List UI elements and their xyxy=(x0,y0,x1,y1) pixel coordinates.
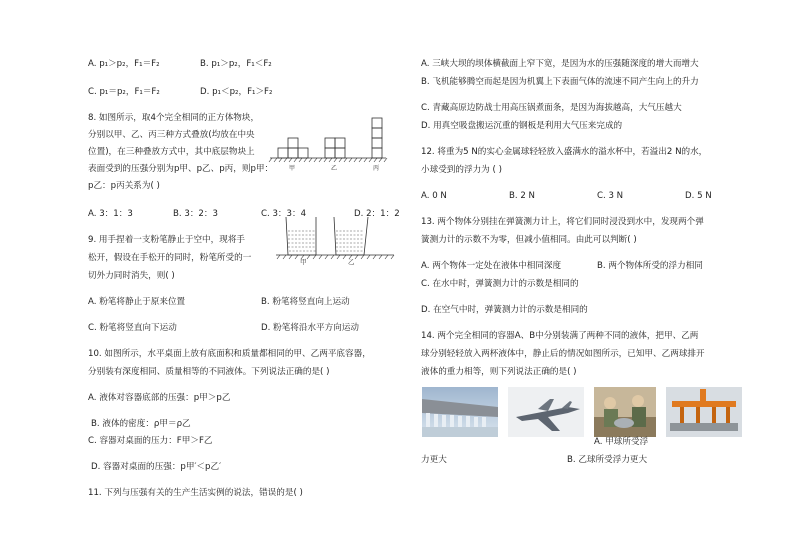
fighter-jet-photo xyxy=(508,387,584,437)
q8-stem-line-2: 分别以甲、乙、丙三种方式叠放(均放在中央 xyxy=(88,130,255,140)
q13-stem-line-2: 簧测力计的示数不为零，但减小值相同。由此可以判断( ) xyxy=(421,235,637,245)
q9-stem-line-1: 9. 用手捏着一支粉笔静止于空中，现将手 xyxy=(88,235,246,245)
q13-option-a: A. 两个物体一定处在液体中相同深度 xyxy=(421,261,562,271)
q8-option-d: D. 2：1：2 xyxy=(354,209,400,219)
q7-option-a: A. p₁＞p₂，F₁＝F₂ xyxy=(88,59,160,69)
q14-stem-line-2: 球分别轻轻放入两杯液体中，静止后的情况如图所示，已知甲、乙两球排开 xyxy=(421,349,705,359)
q13-option-b: B. 两个物体所受的浮力相同 xyxy=(597,261,703,271)
pressure-cooker-photo xyxy=(594,387,656,437)
q8-option-c: C. 3：3：4 xyxy=(261,209,307,219)
q8-stacked-cubes-figure xyxy=(268,112,388,174)
q8-label-yi: 乙 xyxy=(331,165,338,172)
q11-option-d: D. 用真空吸盘搬运沉重的钢板是利用大气压来完成的 xyxy=(421,121,623,131)
q11-option-c: C. 青藏高原边防战士用高压锅煮面条，是因为海拔越高，大气压越大 xyxy=(421,103,682,113)
q8-stem-line-1: 8. 如图所示，取4个完全相同的正方体物块， xyxy=(88,113,260,123)
q7-option-b: B. p₁＞p₂，F₁＜F₂ xyxy=(200,59,272,69)
q12-stem-line-2: 小球受到的浮力为 ( ) xyxy=(421,165,502,175)
q11-stem-line-1: 11. 下列与压强有关的生产生活实例的说法，错误的是( ) xyxy=(88,488,303,498)
dam-photo xyxy=(422,387,498,437)
q10-stem-line-1: 10. 如图所示，水平桌面上放有底面积和质量都相同的甲、乙两平底容器， xyxy=(88,349,371,359)
q10-option-c: C. 容器对桌面的压力：F甲＞F乙 xyxy=(88,436,213,446)
q11-option-a: A. 三峡大坝的坝体横截面上窄下宽，是因为水的压强随深度的增大而增大 xyxy=(421,59,699,69)
q14-option-b: B. 乙球所受浮力更大 xyxy=(567,455,648,465)
q11-option-b: B. 飞机能够腾空而起是因为机翼上下表面气体的流速不同产生向上的升力 xyxy=(421,77,699,87)
q8-label-bing: 丙 xyxy=(373,165,380,172)
q9-option-b: B. 粉笔将竖直向上运动 xyxy=(261,297,350,307)
vacuum-lifter-photo xyxy=(666,387,742,437)
q9-stem-line-2: 松开，假设在手松开的同时，粉笔所受的一 xyxy=(88,253,252,263)
q14-option-a-part-2: 力更大 xyxy=(421,455,447,465)
q7-option-d: D. p₁＜p₂，F₁＞F₂ xyxy=(200,87,273,97)
q9-containers-figure xyxy=(276,213,396,265)
q9-stem-line-3: 切外力同时消失，则( ) xyxy=(88,271,175,281)
q13-stem-line-1: 13. 两个物体分别挂在弹簧测力计上，将它们同时浸没到水中，发现两个弹 xyxy=(421,217,704,227)
q13-option-c: C. 在水中时，弹簧测力计的示数是相同的 xyxy=(421,279,579,289)
q9-label-jia: 甲 xyxy=(300,258,307,265)
q14-stem-line-3: 液体的重力相等，则下列说法正确的是( ) xyxy=(421,367,577,377)
q9-option-c: C. 粉笔将竖直向下运动 xyxy=(88,323,177,333)
q8-stem-line-5: p乙：p丙关系为( ) xyxy=(88,181,160,191)
q12-stem-line-1: 12. 将重为5 N的实心金属球轻轻放入盛满水的溢水杯中，若溢出2 N的水， xyxy=(421,147,708,157)
q10-stem-line-2: 分别装有深度相同、质量相等的不同液体。下列说法正确的是( ) xyxy=(88,367,330,377)
q12-option-d: D. 5 N xyxy=(685,191,712,201)
q10-option-d: D. 容器对桌面的压强：p甲′＜p乙′ xyxy=(91,462,222,472)
q13-option-d: D. 在空气中时，弹簧测力计的示数是相同的 xyxy=(421,305,588,315)
q8-label-jia: 甲 xyxy=(289,165,296,172)
q12-option-b: B. 2 N xyxy=(509,191,535,201)
q8-stem-line-4: 表面受到的压强分别为p甲、p乙、p丙，则p甲： xyxy=(88,164,274,174)
q10-option-b: B. 液体的密度：ρ甲＝ρ乙 xyxy=(91,419,191,429)
q14-option-a-part-1: A. 甲球所受浮 xyxy=(594,437,649,447)
q8-option-a: A. 3：1：3 xyxy=(88,209,133,219)
q12-option-c: C. 3 N xyxy=(597,191,624,201)
q14-stem-line-1: 14. 两个完全相同的容器A、B中分别装满了两种不同的液体，把甲、乙两 xyxy=(421,331,699,341)
q8-option-b: B. 3：2：3 xyxy=(173,209,218,219)
q7-option-c: C. p₁＝p₂，F₁＝F₂ xyxy=(88,87,160,97)
q10-option-a: A. 液体对容器底部的压强：p甲＞p乙 xyxy=(88,393,231,403)
q9-label-yi: 乙 xyxy=(348,258,355,265)
q9-option-a: A. 粉笔将静止于原来位置 xyxy=(88,297,186,307)
q9-option-d: D. 粉笔将沿水平方向运动 xyxy=(261,323,360,333)
q8-stem-line-3: 位置)，在三种叠放方式中，其中底层物块上 xyxy=(88,147,255,157)
q12-option-a: A. 0 N xyxy=(421,191,447,201)
